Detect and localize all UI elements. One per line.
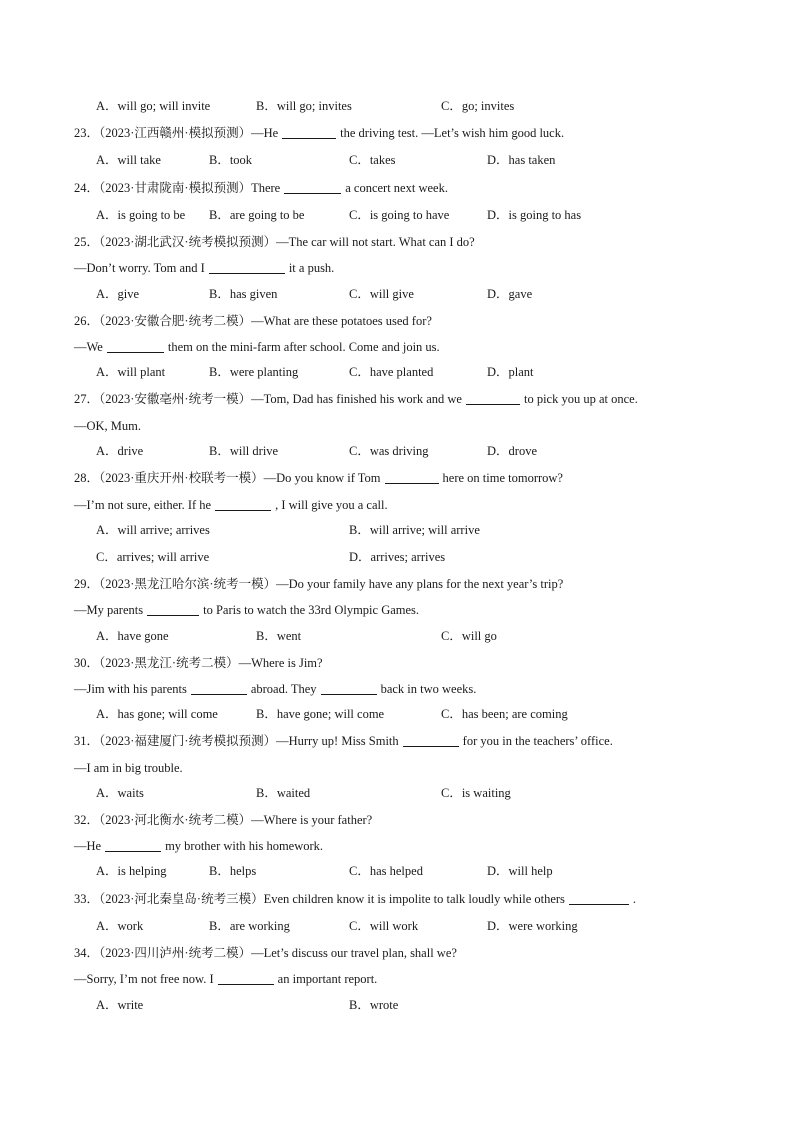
answer-blank (466, 390, 520, 405)
dialog-line (0, 416, 794, 436)
answer-options-row (0, 547, 794, 567)
text-segment: back in two weeks. (380, 682, 477, 696)
question-stem (0, 311, 794, 331)
answer-option: C．was driving (349, 444, 429, 458)
text-segment: an important report. (277, 972, 378, 986)
answer-option: C．arrives; will arrive (96, 550, 210, 564)
dialog-text (74, 836, 323, 856)
question-text (74, 468, 563, 488)
answer-option: D．plant (487, 365, 534, 379)
question-text (74, 943, 457, 963)
answer-option: B．are working (209, 919, 290, 933)
dialog-text (74, 679, 476, 699)
text-segment: 31．（2023·福建厦门·统考模拟预测）—Hurry up! Miss Smith (74, 734, 399, 748)
text-segment: —OK, Mum. (74, 419, 142, 433)
question-text (74, 389, 638, 409)
text-segment: here on time tomorrow? (442, 471, 563, 485)
answer-option: B．took (209, 153, 253, 167)
answer-option: D．were working (487, 919, 578, 933)
question-text (74, 311, 432, 331)
answer-options-row (0, 284, 794, 304)
answer-blank (147, 601, 199, 616)
answer-blank (385, 469, 439, 484)
text-segment: 25．（2023·湖北武汉·统考模拟预测）—The car will not start. What can I do? (74, 235, 475, 249)
question-text (74, 653, 323, 673)
text-segment: 28．（2023·重庆开州·校联考一模）—Do you know if Tom (74, 471, 381, 485)
answer-option: C．go; invites (441, 99, 515, 113)
question-stem (0, 123, 794, 143)
text-segment: for you in the teachers’ office. (462, 734, 613, 748)
text-segment: —He (74, 839, 102, 853)
answer-option: C．takes (349, 153, 396, 167)
answer-option: B．were planting (209, 365, 299, 379)
answer-blank (284, 179, 341, 194)
answer-option: C．will go (441, 629, 497, 643)
dialog-text (74, 337, 440, 357)
dialog-text (74, 416, 141, 436)
text-segment: 34．（2023·四川泸州·统考二模）—Let’s discuss our travel plan, shall we? (74, 946, 457, 960)
answer-option: B．went (256, 629, 302, 643)
answer-option: C．is waiting (441, 786, 511, 800)
question-stem (0, 889, 794, 909)
text-segment: . (632, 892, 637, 906)
text-segment: 26．（2023·安徽合肥·统考二模）—What are these potatoes used for? (74, 314, 432, 328)
dialog-line (0, 600, 794, 620)
answer-option: B．helps (209, 864, 257, 878)
text-segment: 30．（2023·黑龙江·统考二模）—Where is Jim? (74, 656, 323, 670)
answer-option: A．is helping (96, 864, 167, 878)
text-segment: to Paris to watch the 33rd Olympic Games. (203, 603, 420, 617)
answer-option: C．has been; are coming (441, 707, 568, 721)
answer-blank (403, 732, 459, 747)
text-segment: —Jim with his parents (74, 682, 187, 696)
text-segment: 23．（2023·江西赣州·模拟预测）—He (74, 126, 279, 140)
answer-option: B．have gone; will come (256, 707, 385, 721)
answer-option: D．is going to has (487, 208, 582, 222)
answer-blank (209, 259, 285, 274)
dialog-line (0, 337, 794, 357)
answer-option: C．have planted (349, 365, 434, 379)
answer-option: D．has taken (487, 153, 556, 167)
answer-option: A．drive (96, 444, 144, 458)
answer-options-row (0, 96, 794, 116)
answer-option: B．will go; invites (256, 99, 352, 113)
text-segment: —Don’t worry. Tom and I (74, 261, 205, 275)
answer-option: A．write (96, 998, 144, 1012)
answer-blank (105, 837, 161, 852)
question-stem (0, 943, 794, 963)
answer-option: A．waits (96, 786, 144, 800)
answer-blank (218, 970, 274, 985)
answer-option: C．will work (349, 919, 419, 933)
answer-option: A．is going to be (96, 208, 186, 222)
answer-option: C．is going to have (349, 208, 450, 222)
text-segment: 32．（2023·河北衡水·统考二模）—Where is your father? (74, 813, 373, 827)
answer-option: A．have gone (96, 629, 169, 643)
question-text (74, 232, 475, 252)
text-segment: the driving test. —Let’s wish him good luck. (340, 126, 565, 140)
text-segment: 27．（2023·安徽亳州·统考一模）—Tom, Dad has finished his work and we (74, 392, 462, 406)
answer-options-row (0, 441, 794, 461)
dialog-text (74, 495, 388, 515)
answer-option: D．arrives; arrives (349, 550, 446, 564)
question-text (74, 810, 372, 830)
dialog-line (0, 836, 794, 856)
dialog-line (0, 258, 794, 278)
dialog-line (0, 495, 794, 515)
answer-option: B．will drive (209, 444, 279, 458)
text-segment: 33．（2023·河北秦皇岛·统考三模）Even children know it is impolite to talk loudly while others (74, 892, 565, 906)
answer-options-row (0, 150, 794, 170)
question-text (74, 123, 564, 143)
answer-blank (321, 680, 377, 695)
answer-blank (107, 338, 164, 353)
answer-option: A．will go; will invite (96, 99, 211, 113)
answer-option: D．gave (487, 287, 533, 301)
answer-option: A．work (96, 919, 144, 933)
answer-options-row (0, 783, 794, 803)
answer-options-row (0, 861, 794, 881)
question-text (74, 178, 448, 198)
dialog-line (0, 679, 794, 699)
answer-option: A．will arrive; arrives (96, 523, 210, 537)
answer-blank (282, 124, 336, 139)
answer-option: B．wrote (349, 998, 399, 1012)
dialog-text (74, 758, 183, 778)
answer-option: A．will take (96, 153, 161, 167)
answer-option: B．are going to be (209, 208, 305, 222)
text-segment: —I’m not sure, either. If he (74, 498, 212, 512)
answer-options-row (0, 626, 794, 646)
answer-option: B．has given (209, 287, 278, 301)
answer-option: A．has gone; will come (96, 707, 218, 721)
text-segment: it a push. (288, 261, 335, 275)
text-segment: to pick you up at once. (523, 392, 638, 406)
answer-option: D．will help (487, 864, 553, 878)
answer-options-row (0, 704, 794, 724)
dialog-line (0, 758, 794, 778)
answer-options-row (0, 362, 794, 382)
text-segment: —Sorry, I’m not free now. I (74, 972, 214, 986)
answer-option: A．give (96, 287, 140, 301)
question-text (74, 574, 563, 594)
answer-option: C．has helped (349, 864, 423, 878)
dialog-line (0, 969, 794, 989)
answer-option: C．will give (349, 287, 414, 301)
text-segment: a concert next week. (345, 181, 448, 195)
answer-blank (191, 680, 247, 695)
dialog-text (74, 969, 377, 989)
text-segment: 24．（2023·甘肃陇南·模拟预测）There (74, 181, 281, 195)
question-stem (0, 653, 794, 673)
dialog-text (74, 600, 419, 620)
question-stem (0, 389, 794, 409)
text-segment: —We (74, 340, 103, 354)
dialog-text (74, 258, 334, 278)
answer-option: A．will plant (96, 365, 166, 379)
question-stem (0, 468, 794, 488)
text-segment: 29．（2023·黑龙江哈尔滨·统考一模）—Do your family have any plans for the next year’s trip? (74, 577, 564, 591)
answer-options-row (0, 205, 794, 225)
answer-options-row (0, 995, 794, 1015)
question-text (74, 889, 636, 909)
text-segment: abroad. They (250, 682, 317, 696)
answer-options-row (0, 520, 794, 540)
text-segment: them on the mini-farm after school. Come and join us. (167, 340, 440, 354)
answer-option: B．waited (256, 786, 311, 800)
answer-options-row (0, 916, 794, 936)
question-stem (0, 731, 794, 751)
question-stem (0, 178, 794, 198)
answer-option: D．drove (487, 444, 537, 458)
answer-blank (215, 496, 271, 511)
question-stem (0, 574, 794, 594)
answer-blank (569, 890, 629, 905)
question-stem (0, 232, 794, 252)
question-text (74, 731, 613, 751)
answer-option: B．will arrive; will arrive (349, 523, 480, 537)
text-segment: —I am in big trouble. (74, 761, 183, 775)
text-segment: , I will give you a call. (275, 498, 388, 512)
text-segment: —My parents (74, 603, 144, 617)
text-segment: my brother with his homework. (165, 839, 324, 853)
question-stem (0, 810, 794, 830)
